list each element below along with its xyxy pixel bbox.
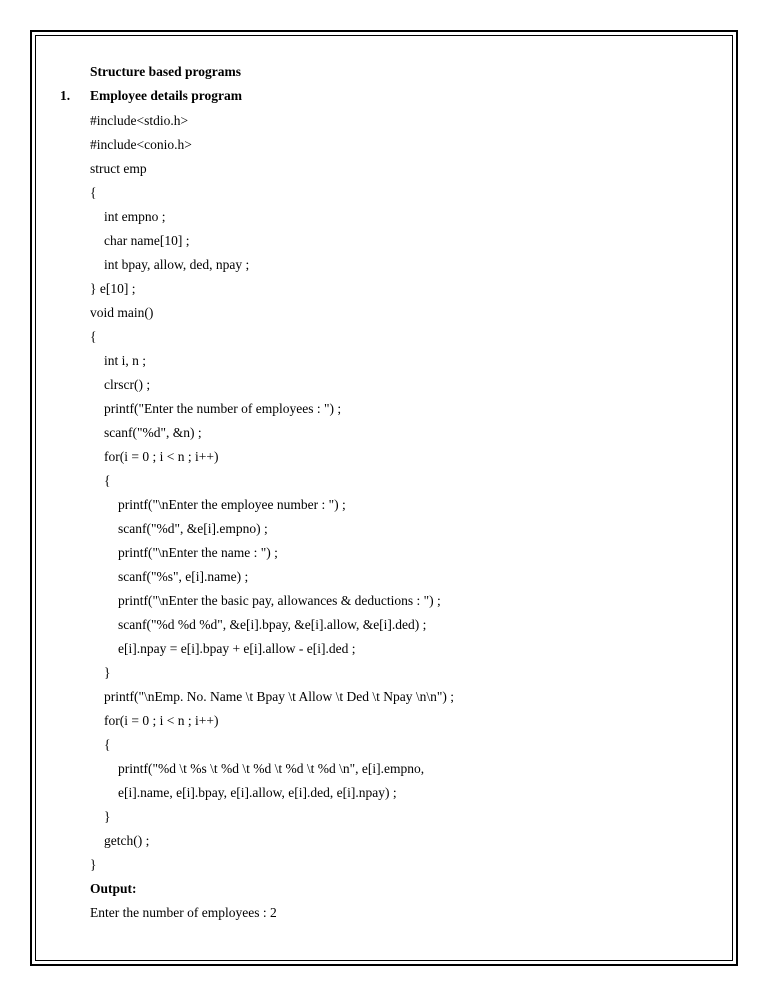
code-line: struct emp xyxy=(90,161,147,176)
code-line: e[i].name, e[i].bpay, e[i].allow, e[i].ded, e[i].npay) ; xyxy=(118,785,397,800)
code-line: void main() xyxy=(90,305,154,320)
code-line: for(i = 0 ; i < n ; i++) xyxy=(104,449,219,464)
code-line: printf("Enter the number of employees : ") ; xyxy=(104,401,342,416)
code-line: getch() ; xyxy=(104,833,150,848)
code-line: printf("\nEmp. No. Name \t Bpay \t Allow \t Ded \t Npay \n\n") ; xyxy=(104,689,454,704)
code-line: } xyxy=(104,665,111,680)
code-line: } e[10] ; xyxy=(90,281,136,296)
code-line: scanf("%d %d %d", &e[i].bpay, &e[i].allow, &e[i].ded) ; xyxy=(118,617,427,632)
code-line: int i, n ; xyxy=(104,353,147,368)
code-line: scanf("%d", &e[i].empno) ; xyxy=(118,521,268,536)
code-line: { xyxy=(90,185,97,200)
code-line: clrscr() ; xyxy=(104,377,151,392)
section-heading: Structure based programs xyxy=(90,64,241,79)
code-line: printf("\nEnter the basic pay, allowances & deductions : ") ; xyxy=(118,593,441,608)
code-line: { xyxy=(104,737,111,752)
code-line: scanf("%s", e[i].name) ; xyxy=(118,569,249,584)
code-line: printf("\nEnter the name : ") ; xyxy=(118,545,278,560)
code-line: scanf("%d", &n) ; xyxy=(104,425,202,440)
item-number: 1. xyxy=(60,88,71,103)
code-line: e[i].npay = e[i].bpay + e[i].allow - e[i].ded ; xyxy=(118,641,356,656)
output-line: Enter the number of employees : 2 xyxy=(90,905,277,920)
output-label: Output: xyxy=(90,881,137,896)
code-line: int empno ; xyxy=(104,209,166,224)
code-line: #include<stdio.h> xyxy=(90,113,189,128)
code-line: #include<conio.h> xyxy=(90,137,192,152)
item-title: Employee details program xyxy=(90,88,242,103)
code-line: char name[10] ; xyxy=(104,233,190,248)
code-line: } xyxy=(90,857,97,872)
code-line: } xyxy=(104,809,111,824)
code-line: int bpay, allow, ded, npay ; xyxy=(104,257,250,272)
code-line: { xyxy=(90,329,97,344)
code-line: for(i = 0 ; i < n ; i++) xyxy=(104,713,219,728)
code-line: printf("\nEnter the employee number : ") ; xyxy=(118,497,346,512)
code-line: printf("%d \t %s \t %d \t %d \t %d \t %d \n", e[i].empno, xyxy=(118,761,425,776)
code-line: { xyxy=(104,473,111,488)
